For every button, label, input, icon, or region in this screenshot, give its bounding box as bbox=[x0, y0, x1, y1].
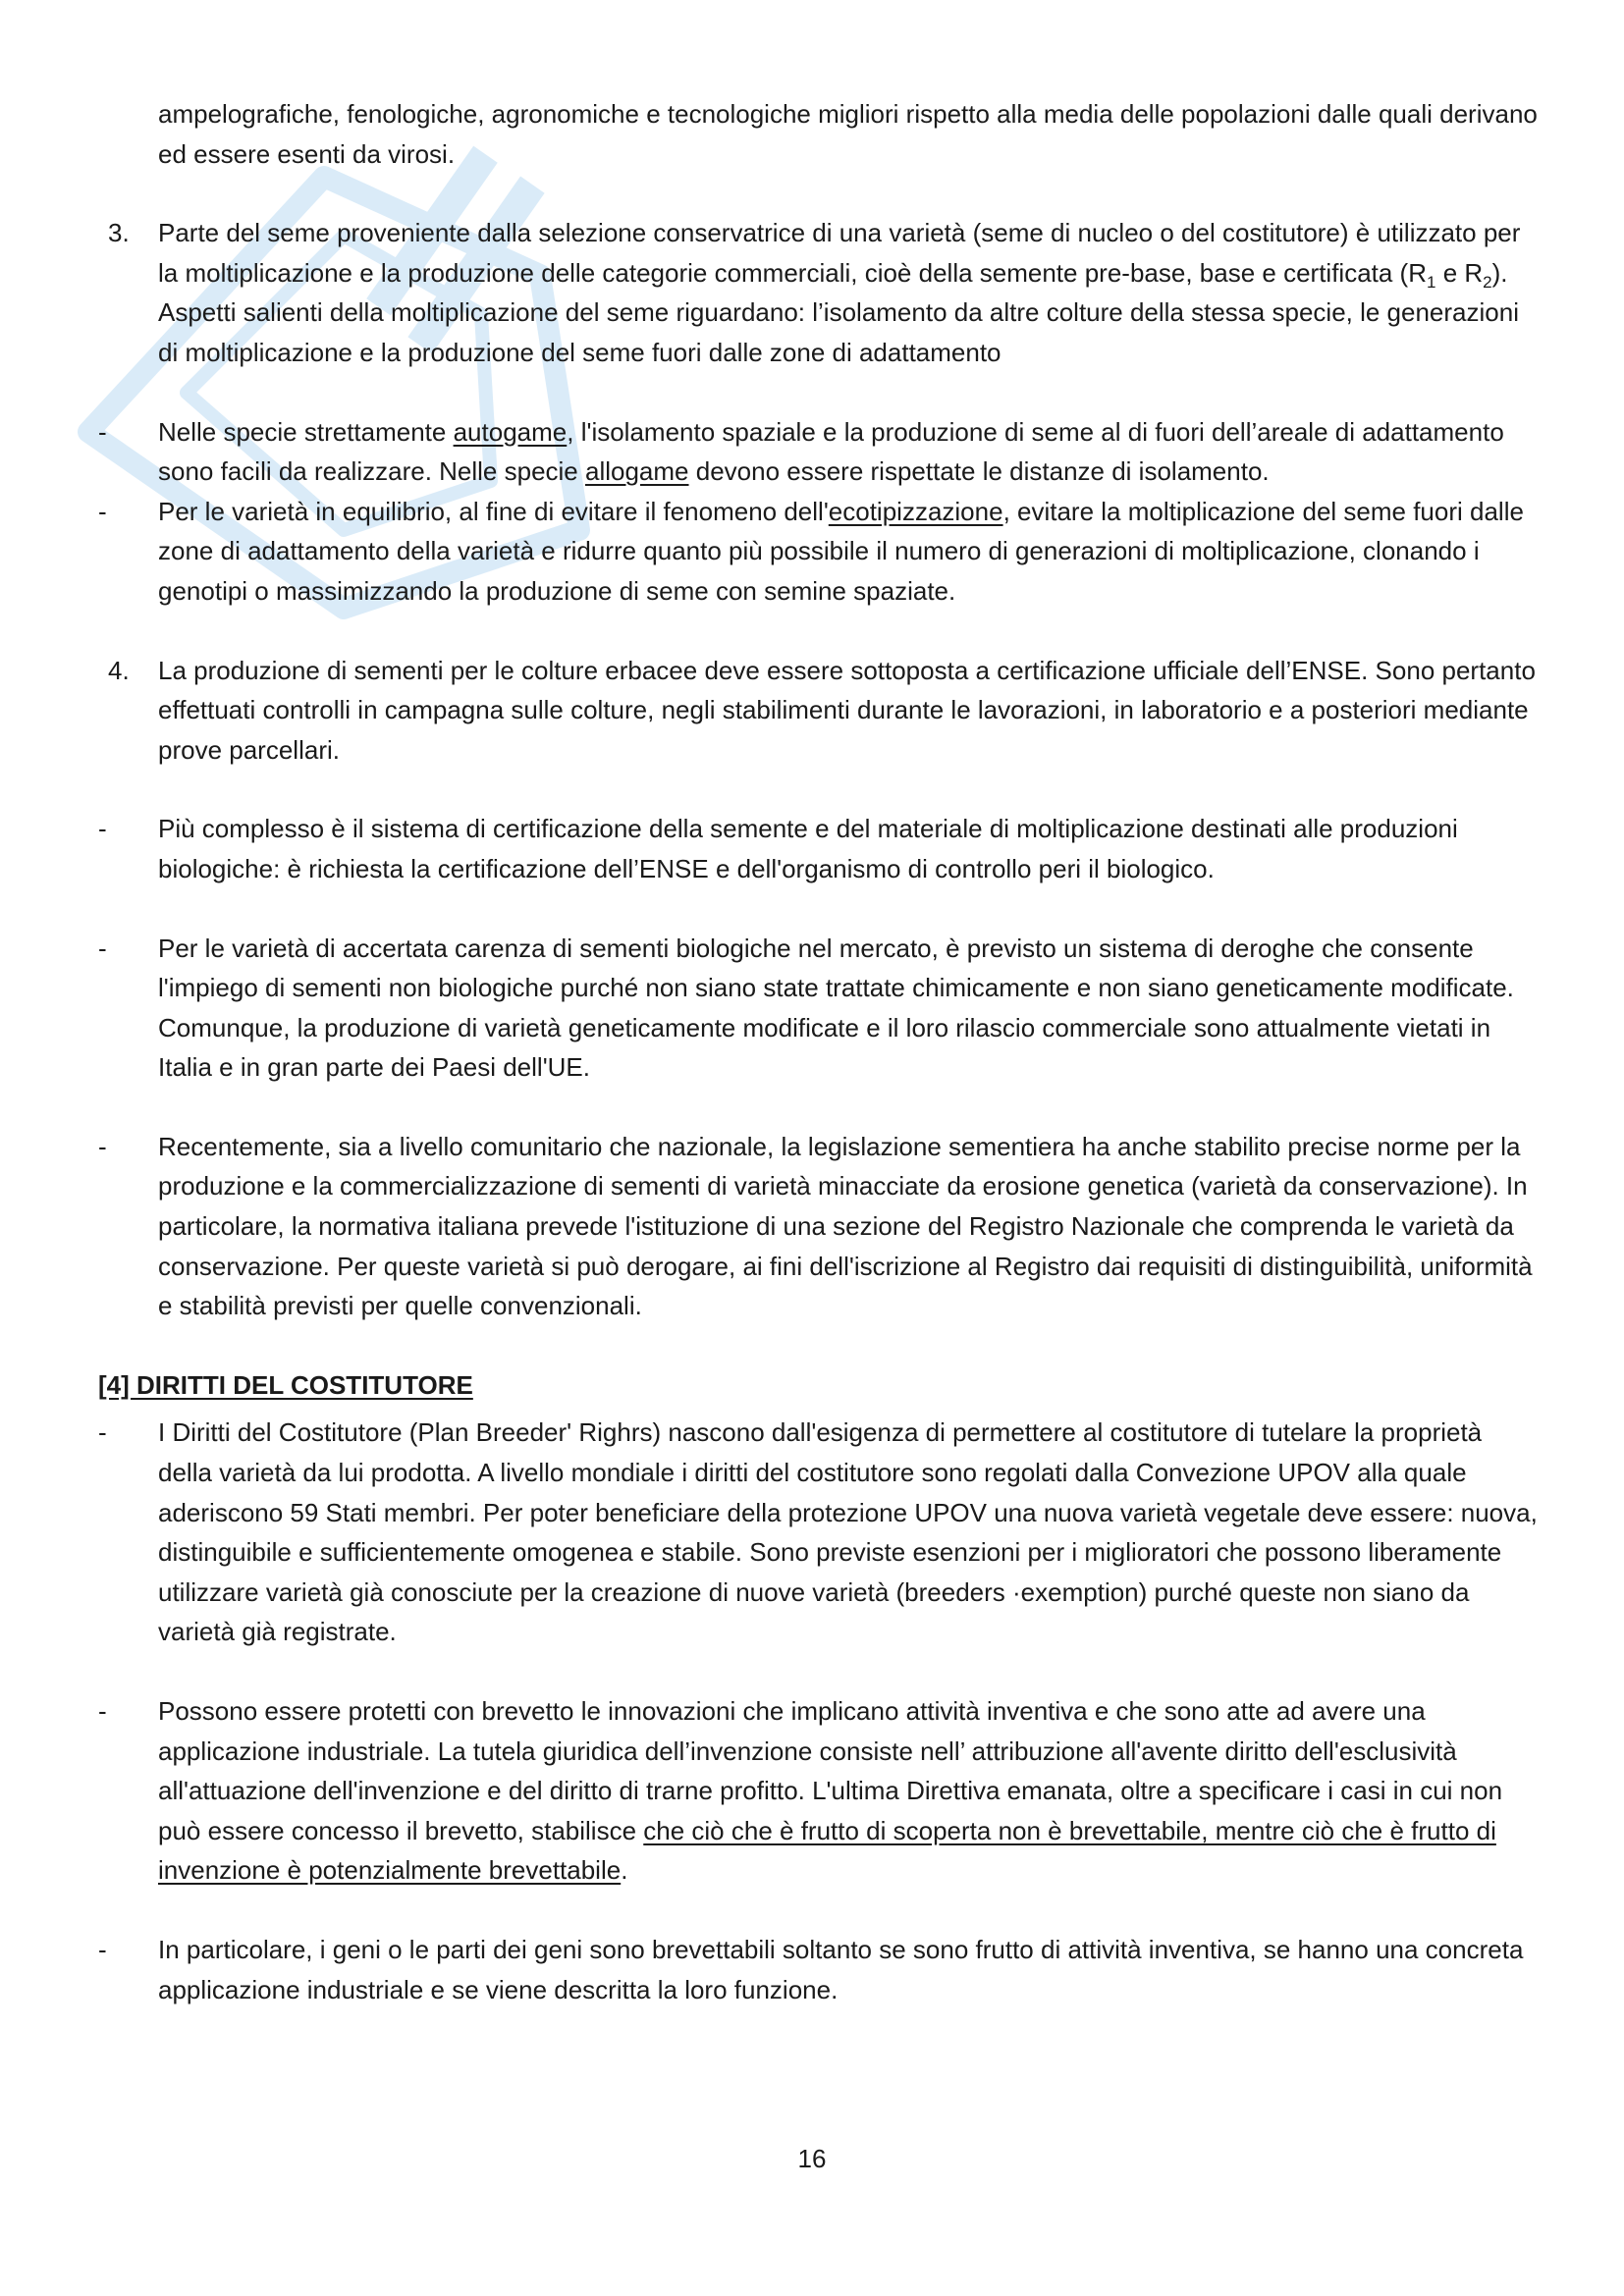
bullet-dash: - bbox=[98, 1696, 107, 1726]
bullet-dash: - bbox=[98, 814, 107, 844]
bullet-deroghe: - Per le varietà di accertata carenza di sementi biologiche nel mercato, è previsto un sistema di deroghe che consente l'impiego di sementi non biologiche purché non siano state trattate chimicamente e non siano geneticamente modificate. Comunque, la produzione di varietà geneticamente modificate e il loro rilascio commerciale sono attualmente vietati in Italia e in gran parte dei Paesi dell'UE. bbox=[98, 929, 1542, 1088]
section-heading: [4] DIRITTI DEL COSTITUTORE bbox=[98, 1369, 473, 1400]
bullet-autogame: - Nelle specie strettamente autogame, l'isolamento spaziale e la produzione di seme al di fuori dell’areale di adattamento sono facili da realizzare. Nelle specie allogame devono essere rispettate le distanze di isolamento. bbox=[98, 412, 1542, 492]
page-number: 16 bbox=[797, 2144, 827, 2173]
list-number: 3. bbox=[108, 218, 130, 248]
bullet-varieta-conservazione: - Recentemente, sia a livello comunitario che nazionale, la legislazione sementiera ha anche stabilito precise norme per la produzione e la commercializzazione di sementi di varietà minacciate da erosione genetica (varietà da conservazione). In particolare, la normativa italiana prevede l'istituzione di una sezione del Registro Nazionale che comprenda le varietà da conservazione. Per queste varietà si può derogare, ai fini dell'iscrizione al Registro dai requisiti di distinguibilità, uniformità e stabilità previsti per quelle convenzionali. bbox=[98, 1127, 1542, 1326]
bullet-dash: - bbox=[98, 416, 107, 447]
bullet-geni-brevettabili: - In particolare, i geni o le parti dei geni sono brevettabili soltanto se sono frutto di attività inventiva, se hanno una concreta applicazione industriale e se viene descritta la loro funzione. bbox=[98, 1930, 1542, 2009]
bullet-ecotipizzazione: - Per le varietà in equilibrio, al fine di evitare il fenomeno dell'ecotipizzazione, evitare la moltiplicazione del seme fuori dalle zone di adattamento della varietà e ridurre quanto più possibile il numero di generazioni di moltiplicazione, clonando i genotipi o massimizzando la produzione di seme con semine spaziate. bbox=[98, 492, 1542, 612]
list-item-3: 3. Parte del seme proveniente dalla selezione conservatrice di una varietà (seme di nucleo o del costitutore) è utilizzato per la moltiplicazione e la produzione delle categorie commerciali, cioè della semente pre-base, base e certificata ($R_1$ e $R_2$). Aspetti salienti della moltiplicazione del seme riguardano: l’isolamento da altre colture della stessa specie, le generazioni di moltiplicazione e la produzione del seme fuori dalle zone di adattamento bbox=[98, 213, 1542, 372]
continued-paragraph: ampelografiche, fenologiche, agronomiche e tecnologiche migliori rispetto alla media delle popolazioni dalle quali derivano ed essere esenti da virosi. bbox=[158, 99, 1538, 169]
bullet-diritti-costitutore: - I Diritti del Costitutore (Plan Breeder' Righrs) nascono dall'esigenza di permettere al costitutore di tutelare la proprietà della varietà da lui prodotta. A livello mondiale i diritti del costitutore sono regolati dalla Convezione UPOV alla quale aderiscono 59 Stati membri. Per poter beneficiare della protezione UPOV una nuova varietà vegetale deve essere: nuova, distinguibile e sufficientemente omogenea e stabile. Sono previste esenzioni per i miglioratori che possono liberamente utilizzare varietà già conosciute per la creazione di nuove varietà (breeders ·exemption) purché queste non siano da varietà già registrate. bbox=[98, 1413, 1542, 1652]
bullet-dash: - bbox=[98, 496, 107, 526]
list-number: 4. bbox=[108, 655, 130, 685]
page-content bbox=[98, 94, 1542, 2009]
bullet-dash: - bbox=[98, 933, 107, 963]
bullet-brevetto: - Possono essere protetti con brevetto le innovazioni che implicano attività inventiva e che sono atte ad avere una applicazione industriale. La tutela giuridica dell’invenzione consiste nell’ attribuzione all'avente diritto dell'esclusività all'attuazione dell'invenzione e del diritto di trarne profitto. L'ultima Direttiva emanata, oltre a specificare i casi in cui non può essere concesso il brevetto, stabilisce che ciò che è frutto di scoperta non è brevettabile, mentre ciò che è frutto di invenzione è potenzialmente brevettabile. bbox=[98, 1691, 1542, 1891]
list-item-4: 4. La produzione di sementi per le colture erbacee deve essere sottoposta a certificazione ufficiale dell’ENSE. Sono pertanto effettuati controlli in campagna sulle colture, negli stabilimenti durante le lavorazioni, in laboratorio e a posteriori mediante prove parcellari. bbox=[98, 651, 1542, 771]
bullet-dash: - bbox=[98, 1934, 107, 1964]
bullet-dash: - bbox=[98, 1131, 107, 1161]
bullet-dash: - bbox=[98, 1417, 107, 1448]
bullet-certificazione-biologica: - Più complesso è il sistema di certificazione della semente e del materiale di moltiplicazione destinati alle produzioni biologiche: è richiesta la certificazione dell’ENSE e dell'organismo di controllo peri il biologico. bbox=[98, 809, 1542, 888]
